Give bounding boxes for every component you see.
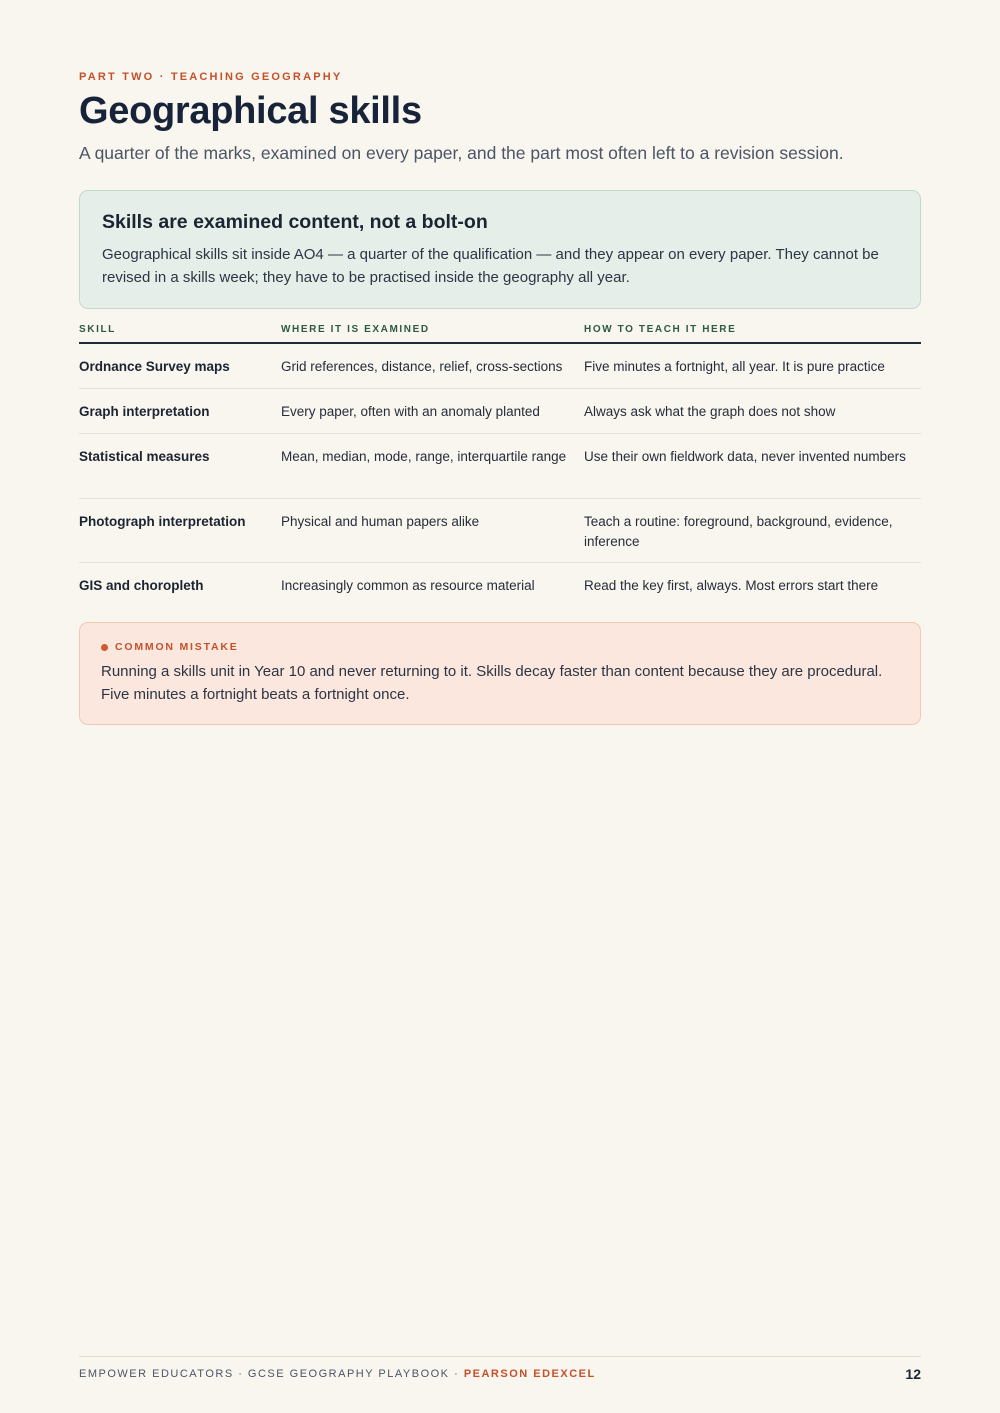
how-cell: Read the key first, always. Most errors start there: [584, 578, 879, 593]
how-cell: Always ask what the graph does not show: [584, 404, 836, 419]
skill-cell: Ordnance Survey maps: [79, 359, 230, 374]
footer-divider: [79, 1356, 921, 1357]
dot-icon: [101, 644, 108, 651]
how-cell: Use their own fieldwork data, never invented numbers: [584, 449, 906, 464]
skill-cell: GIS and choropleth: [79, 578, 204, 593]
how-cell: Five minutes a fortnight, all year. It is pure practice: [584, 359, 885, 374]
table-row: [79, 389, 921, 434]
where-cell: Physical and human papers alike: [281, 514, 480, 529]
callout-body: Geographical skills sit inside AO4 — a quarter of the qualification — and they appear on every paper. They cannot be revised in a skills week; they have to be practised inside the geography all year.: [102, 246, 879, 286]
header-skill: SKILL: [79, 324, 116, 335]
header-how-to-teach: HOW TO TEACH IT HERE: [584, 324, 737, 335]
page-footer: [79, 1366, 921, 1382]
footer-credit: [79, 1368, 596, 1380]
where-cell: Every paper, often with an anomaly planted: [281, 404, 540, 419]
table-header: [79, 322, 921, 344]
common-mistake-callout: [79, 622, 921, 725]
key-point-callout: [79, 190, 921, 309]
mistake-label: [101, 641, 899, 653]
footer-brand: PEARSON EDEXCEL: [463, 1368, 596, 1380]
skills-table: [79, 322, 921, 608]
page: [79, 0, 921, 1413]
callout-title: Skills are examined content, not a bolt-on: [102, 211, 488, 233]
page-subtitle: A quarter of the marks, examined on every paper, and the part most often left to a revision session.: [79, 143, 844, 163]
skill-cell: Statistical measures: [79, 449, 210, 464]
where-cell: Mean, median, mode, range, interquartile range: [281, 449, 567, 464]
footer-publication: EMPOWER EDUCATORS · GCSE GEOGRAPHY PLAYBOOK ·: [79, 1368, 464, 1380]
skill-cell: Graph interpretation: [79, 404, 210, 419]
skill-cell: Photograph interpretation: [79, 514, 246, 529]
page-number: 12: [905, 1366, 921, 1382]
mistake-label-text: COMMON MISTAKE: [115, 641, 239, 653]
how-cell: Teach a routine: foreground, background, evidence, inference: [584, 514, 893, 549]
table-row: [79, 563, 921, 608]
where-cell: Grid references, distance, relief, cross-sections: [281, 359, 563, 374]
mistake-body: Running a skills unit in Year 10 and never returning to it. Skills decay faster than content because they are procedural. Five minutes a fortnight beats a fortnight once.: [101, 663, 883, 703]
section-eyebrow: PART TWO · TEACHING GEOGRAPHY: [79, 71, 343, 83]
table-row: [79, 499, 921, 563]
where-cell: Increasingly common as resource material: [281, 578, 535, 593]
table-row: [79, 434, 921, 499]
table-row: [79, 344, 921, 389]
page-title: Geographical skills: [79, 90, 422, 132]
header-where-examined: WHERE IT IS EXAMINED: [281, 324, 430, 335]
